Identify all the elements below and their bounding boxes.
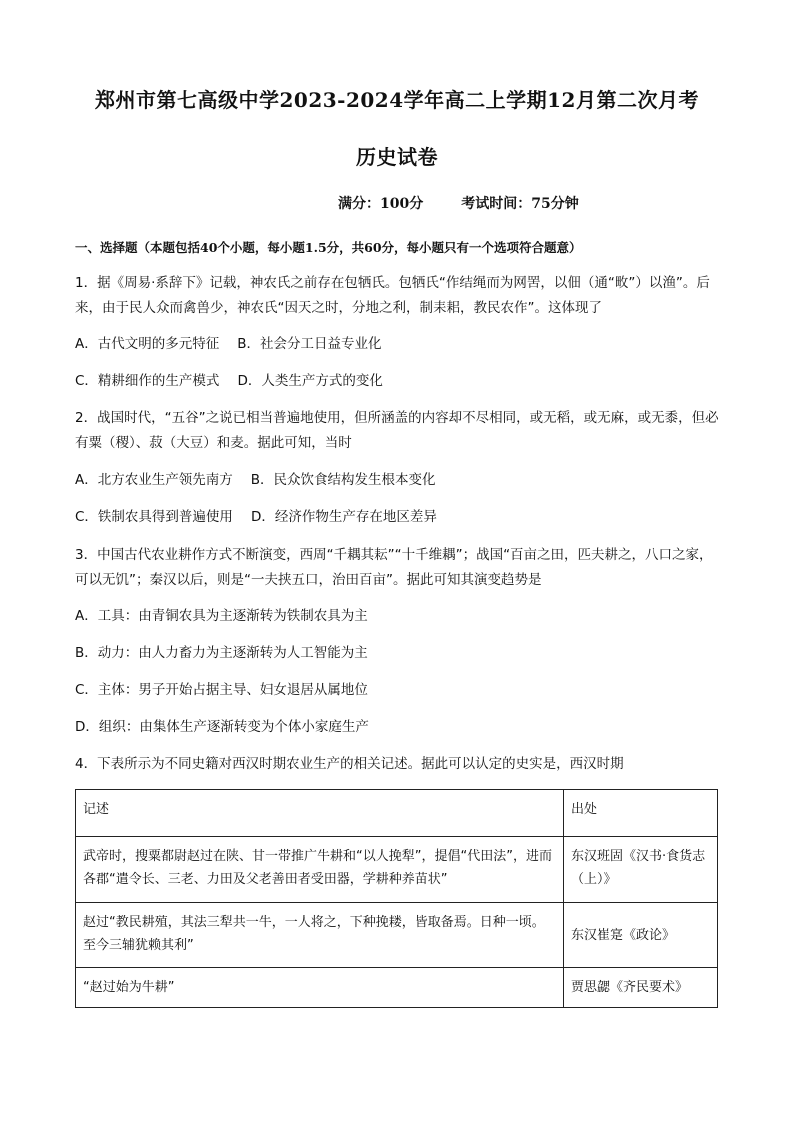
question-3-option-d: D．组织：由集体生产逐渐转变为个体小家庭生产 bbox=[75, 719, 369, 735]
question-1-stem: 1．据《周易·系辞下》记载，神农氏之前存在包牺氏。包牺氏“作结绳而为网罟，以佃（通“畋”）以渔”。后来，由于民人众而禽兽少，神农氏“因天之时，分地之利，制耒耜，教民农作”。这体现了 bbox=[75, 275, 710, 316]
table-header-source: 出处 bbox=[563, 790, 717, 837]
question-4-stem: 4．下表所示为不同史籍对西汉时期农业生产的相关记述。据此可以认定的史实是，西汉时期 bbox=[75, 756, 624, 772]
question-1-option-a: A．古代文明的多元特征 bbox=[75, 336, 220, 352]
table-cell-source: 东汉崔寔《政论》 bbox=[563, 903, 717, 968]
table-row bbox=[76, 837, 718, 903]
table-cell-source: 贾思勰《齐民要术》 bbox=[563, 968, 717, 1008]
exam-info bbox=[338, 193, 579, 213]
question-2-option-a: A．北方农业生产领先南方 bbox=[75, 472, 233, 488]
table-header-record: 记述 bbox=[76, 790, 564, 837]
question-2-options-row-2 bbox=[75, 507, 437, 527]
table-row bbox=[76, 968, 718, 1008]
question-1-option-b: B．社会分工日益专业化 bbox=[237, 336, 382, 352]
question-2-option-c: C．铁制农具得到普遍使用 bbox=[75, 509, 233, 525]
exam-time: 考试时间：75分钟 bbox=[461, 196, 579, 212]
question-3-option-b: B．动力：由人力畜力为主逐渐转为人工智能为主 bbox=[75, 645, 368, 661]
question-2-option-d: D．经济作物生产存在地区差异 bbox=[250, 509, 437, 525]
table-cell-record: “赵过始为牛耕” bbox=[76, 968, 564, 1008]
question-2-stem: 2．战国时代，“五谷”之说已相当普遍地使用，但所涵盖的内容却不尽相同，或无稻，或无麻，或无黍，但必有粟（稷）、菽（大豆）和麦。据此可知，当时 bbox=[75, 410, 719, 451]
table-cell-record: 武帝时，搜粟都尉赵过在陕、甘一带推广牛耕和“以人挽犁”，提倡“代田法”，进而各郡“遣令长、三老、力田及父老善田者受田器，学耕种养苗状” bbox=[76, 837, 564, 903]
table-header-row bbox=[76, 790, 718, 837]
question-2-options-row-1 bbox=[75, 470, 436, 490]
question-1-options-row-2 bbox=[75, 371, 383, 391]
table-cell-source: 东汉班固《汉书·食货志（上）》 bbox=[563, 837, 717, 903]
question-1-option-c: C．精耕细作的生产模式 bbox=[75, 373, 220, 389]
table-row bbox=[76, 903, 718, 968]
question-3-option-c: C．主体：男子开始占据主导、妇女退居从属地位 bbox=[75, 682, 368, 698]
section-heading: 一、选择题（本题包括40个小题，每小题1.5分，共60分，每小题只有一个选项符合题意） bbox=[75, 240, 582, 255]
exam-title: 郑州市第七高级中学2023-2024学年高二上学期12月第二次月考 bbox=[95, 88, 699, 112]
question-2-option-b: B．民众饮食结构发生根本变化 bbox=[250, 472, 436, 488]
history-records-table bbox=[75, 789, 718, 1008]
full-score: 满分：100分 bbox=[338, 196, 424, 212]
question-1-options-row-1 bbox=[75, 334, 382, 354]
question-3-stem: 3．中国古代农业耕作方式不断演变，西周“千耦其耘”“十千维耦”；战国“百亩之田，匹夫耕之，八口之家，可以无饥”；秦汉以后，则是“一夫挟五口，治田百亩”。据此可知其演变趋势是 bbox=[75, 547, 713, 588]
question-3-option-a: A．工具：由青铜农具为主逐渐转为铁制农具为主 bbox=[75, 608, 368, 624]
table-cell-record: 赵过“教民耕殖，其法三犁共一牛，一人将之，下种挽耧，皆取备焉。日种一顷。至今三辅犹赖其利” bbox=[76, 903, 564, 968]
subject-title: 历史试卷 bbox=[356, 145, 438, 169]
question-1-option-d: D．人类生产方式的变化 bbox=[237, 373, 383, 389]
